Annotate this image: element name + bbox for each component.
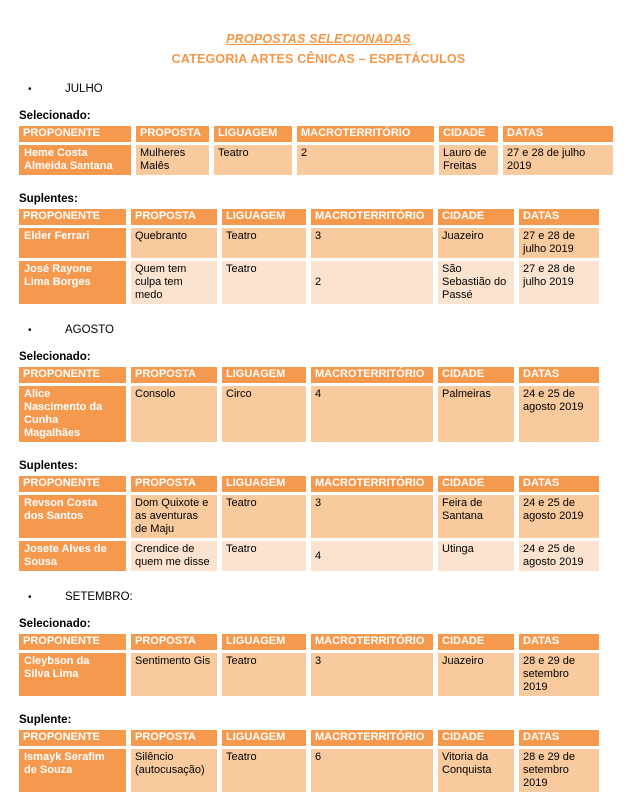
- column-header-datas: DATAS: [519, 476, 599, 492]
- column-header-liguagem: LIGUAGEM: [214, 126, 292, 142]
- column-header-datas: DATAS: [519, 634, 599, 650]
- proposals-table: [14, 206, 604, 307]
- cell-proposta: Silêncio (autocusação): [131, 749, 217, 792]
- group-label: Selecionado:: [19, 110, 91, 122]
- column-header-proponente: PROPONENTE: [19, 476, 126, 492]
- month-label: AGOSTO: [65, 324, 114, 336]
- table-header-row: [19, 209, 599, 225]
- bullet-marker: •: [28, 592, 32, 603]
- cell-proponente: Alice Nascimento da Cunha Magalhães: [19, 386, 126, 442]
- page-title: PROPOSTAS SELECIONADAS: [226, 32, 411, 46]
- column-header-cidade: CIDADE: [438, 730, 514, 746]
- bullet-marker: •: [28, 325, 32, 336]
- table-header-row: [19, 476, 599, 492]
- cell-proposta: Crendice de quem me disse: [131, 541, 217, 571]
- cell-cidade: Palmeiras: [438, 386, 514, 442]
- page-subtitle: CATEGORIA ARTES CÊNICAS – ESPETÁCULOS: [171, 52, 466, 66]
- column-header-datas: DATAS: [519, 367, 599, 383]
- cell-macroterritorio: 2: [311, 261, 433, 304]
- cell-liguagem: Teatro: [214, 145, 292, 175]
- cell-cidade: Juazeiro: [438, 653, 514, 696]
- group-label: Selecionado:: [19, 618, 91, 630]
- column-header-liguagem: LIGUAGEM: [222, 730, 306, 746]
- group-label: Suplente:: [19, 714, 72, 726]
- cell-proponente: Ismayk Serafim de Souza: [19, 749, 126, 792]
- cell-liguagem: Teatro: [222, 228, 306, 258]
- proposals-table: [14, 123, 618, 178]
- proposals-table: [14, 364, 604, 445]
- cell-proponente: José Rayone Lima Borges: [19, 261, 126, 304]
- bullet-marker: •: [28, 84, 32, 95]
- table-row: [19, 495, 599, 538]
- column-header-macroterritorio: MACROTERRITÓRIO: [311, 476, 433, 492]
- column-header-cidade: CIDADE: [438, 209, 514, 225]
- table-row: [19, 653, 599, 696]
- column-header-macroterritorio: MACROTERRITÓRIO: [311, 209, 433, 225]
- column-header-liguagem: LIGUAGEM: [222, 209, 306, 225]
- proposals-table: [14, 473, 604, 574]
- proposals-table: [14, 727, 604, 795]
- cell-liguagem: Teatro: [222, 541, 306, 571]
- cell-proponente: Josete Alves de Sousa: [19, 541, 126, 571]
- month-heading: [19, 591, 618, 603]
- cell-datas: 24 e 25 de agosto 2019: [519, 541, 599, 571]
- column-header-proposta: PROPOSTA: [131, 476, 217, 492]
- cell-proponente: Elder Ferrari: [19, 228, 126, 258]
- column-header-macroterritorio: MACROTERRITÓRIO: [311, 367, 433, 383]
- cell-datas: 27 e 28 de julho 2019: [503, 145, 613, 175]
- column-header-proposta: PROPOSTA: [131, 634, 217, 650]
- cell-datas: 28 e 29 de setembro 2019: [519, 749, 599, 792]
- group-label: Selecionado:: [19, 351, 91, 363]
- cell-proponente: Heme Costa Almeida Santana: [19, 145, 131, 175]
- month-heading: [19, 324, 618, 336]
- column-header-proponente: PROPONENTE: [19, 634, 126, 650]
- cell-proposta: Dom Quixote e as aventuras de Maju: [131, 495, 217, 538]
- cell-datas: 27 e 28 de julho 2019: [519, 261, 599, 304]
- cell-proposta: Quem tem culpa tem medo: [131, 261, 217, 304]
- column-header-datas: DATAS: [519, 209, 599, 225]
- cell-proponente: Revson Costa dos Santos: [19, 495, 126, 538]
- sections-container: [19, 83, 618, 795]
- cell-cidade: Vitoria da Conquista: [438, 749, 514, 792]
- table-header-row: [19, 126, 613, 142]
- table-header-row: [19, 634, 599, 650]
- cell-proponente: Cleybson da Silva Lima: [19, 653, 126, 696]
- column-header-liguagem: LIGUAGEM: [222, 476, 306, 492]
- column-header-proponente: PROPONENTE: [19, 730, 126, 746]
- column-header-macroterritorio: MACROTERRITÓRIO: [311, 634, 433, 650]
- cell-cidade: São Sebastião do Passé: [438, 261, 514, 304]
- cell-liguagem: Circo: [222, 386, 306, 442]
- column-header-cidade: CIDADE: [438, 367, 514, 383]
- table-row: [19, 261, 599, 304]
- column-header-macroterritorio: MACROTERRITÓRIO: [297, 126, 434, 142]
- table-row: [19, 228, 599, 258]
- cell-liguagem: Teatro: [222, 749, 306, 792]
- column-header-proposta: PROPOSTA: [136, 126, 209, 142]
- table-row: [19, 541, 599, 571]
- table-row: [19, 386, 599, 442]
- month-label: JULHO: [65, 83, 103, 95]
- cell-datas: 27 e 28 de julho 2019: [519, 228, 599, 258]
- cell-proposta: Quebranto: [131, 228, 217, 258]
- cell-macroterritorio: 3: [311, 653, 433, 696]
- cell-datas: 24 e 25 de agosto 2019: [519, 495, 599, 538]
- cell-cidade: Utinga: [438, 541, 514, 571]
- cell-liguagem: Teatro: [222, 261, 306, 304]
- table-row: [19, 145, 613, 175]
- column-header-cidade: CIDADE: [438, 476, 514, 492]
- cell-datas: 28 e 29 de setembro 2019: [519, 653, 599, 696]
- column-header-cidade: CIDADE: [438, 634, 514, 650]
- cell-proposta: Consolo: [131, 386, 217, 442]
- column-header-proponente: PROPONENTE: [19, 209, 126, 225]
- column-header-liguagem: LIGUAGEM: [222, 634, 306, 650]
- cell-datas: 24 e 25 de agosto 2019: [519, 386, 599, 442]
- group-label: Suplentes:: [19, 193, 78, 205]
- cell-macroterritorio: 4: [311, 386, 433, 442]
- column-header-cidade: CIDADE: [439, 126, 498, 142]
- cell-macroterritorio: 2: [297, 145, 434, 175]
- column-header-macroterritorio: MACROTERRITÓRIO: [311, 730, 433, 746]
- month-section: [19, 591, 618, 795]
- month-section: [19, 83, 618, 307]
- table-header-row: [19, 367, 599, 383]
- table-header-row: [19, 730, 599, 746]
- column-header-proposta: PROPOSTA: [131, 367, 217, 383]
- cell-macroterritorio: 3: [311, 228, 433, 258]
- cell-cidade: Juazeiro: [438, 228, 514, 258]
- cell-liguagem: Teatro: [222, 653, 306, 696]
- cell-cidade: Lauro de Freitas: [439, 145, 498, 175]
- column-header-datas: DATAS: [503, 126, 613, 142]
- column-header-proponente: PROPONENTE: [19, 126, 131, 142]
- cell-macroterritorio: 4: [311, 541, 433, 571]
- cell-macroterritorio: 3: [311, 495, 433, 538]
- group-label: Suplentes:: [19, 460, 78, 472]
- column-header-datas: DATAS: [519, 730, 599, 746]
- cell-macroterritorio: 6: [311, 749, 433, 792]
- month-section: [19, 324, 618, 574]
- column-header-liguagem: LIGUAGEM: [222, 367, 306, 383]
- column-header-proposta: PROPOSTA: [131, 209, 217, 225]
- month-heading: [19, 83, 618, 95]
- cell-proposta: Sentimento Gis: [131, 653, 217, 696]
- column-header-proponente: PROPONENTE: [19, 367, 126, 383]
- month-label: SETEMBRO:: [65, 591, 133, 603]
- cell-proposta: Mulheres Malês: [136, 145, 209, 175]
- table-row: [19, 749, 599, 792]
- cell-cidade: Feira de Santana: [438, 495, 514, 538]
- proposals-table: [14, 631, 604, 699]
- column-header-proposta: PROPOSTA: [131, 730, 217, 746]
- cell-liguagem: Teatro: [222, 495, 306, 538]
